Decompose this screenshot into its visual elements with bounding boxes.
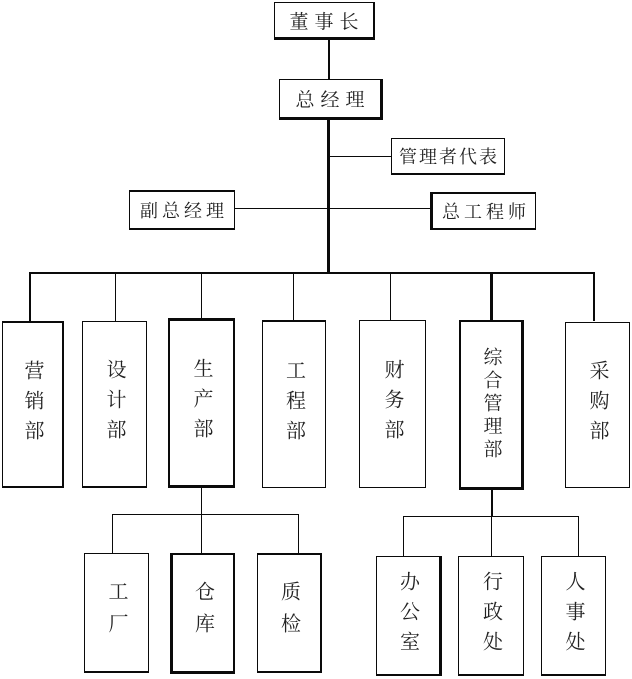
node-administration-office-label: 行政处 bbox=[479, 570, 502, 661]
node-factory-label: 工厂 bbox=[105, 580, 127, 645]
node-warehouse bbox=[170, 553, 235, 674]
node-deputy-general-manager-label: 副总经理 bbox=[140, 201, 228, 221]
connector-chairman-gm bbox=[328, 40, 330, 79]
node-general-management-dept-label: 综合管理部 bbox=[480, 347, 502, 462]
connector-deputy-chiefeng bbox=[235, 208, 430, 209]
node-design-dept-label: 设计部 bbox=[103, 359, 125, 449]
drop-qc bbox=[298, 514, 299, 553]
drop-personnel bbox=[578, 516, 579, 556]
node-production-dept bbox=[168, 318, 235, 488]
drop-marketing bbox=[29, 274, 31, 321]
node-purchasing-dept bbox=[565, 322, 630, 488]
drop-admin bbox=[491, 517, 492, 556]
node-quality-inspection bbox=[257, 553, 322, 673]
node-design-dept bbox=[82, 321, 147, 488]
node-administration-office bbox=[458, 556, 524, 676]
node-personnel-office-label: 人事处 bbox=[562, 570, 584, 661]
node-chief-engineer bbox=[430, 192, 536, 230]
drop-production bbox=[201, 274, 202, 320]
drop-finance bbox=[390, 274, 391, 321]
node-quality-inspection-label: 质检 bbox=[277, 581, 300, 645]
connector-to-mgmt-rep bbox=[330, 156, 391, 157]
drop-purchasing bbox=[593, 274, 595, 321]
node-general-manager-label: 总经理 bbox=[295, 90, 371, 111]
node-general-manager bbox=[279, 79, 383, 120]
node-deputy-general-manager bbox=[129, 190, 235, 230]
connector-production-bus bbox=[112, 514, 299, 515]
connector-dept-bus bbox=[29, 272, 595, 274]
node-marketing-dept-label: 营销部 bbox=[21, 359, 43, 450]
drop-engineering bbox=[293, 274, 294, 321]
node-finance-dept-label: 财务部 bbox=[381, 359, 403, 449]
node-personnel-office bbox=[541, 556, 606, 676]
drop-production-down bbox=[201, 488, 202, 553]
drop-factory bbox=[112, 514, 113, 553]
node-office-label: 办公室 bbox=[396, 570, 419, 661]
node-warehouse-label: 仓库 bbox=[191, 581, 214, 645]
node-management-representative bbox=[391, 138, 505, 175]
node-factory bbox=[84, 553, 149, 673]
drop-design bbox=[115, 274, 116, 321]
node-finance-dept bbox=[359, 320, 426, 488]
node-management-representative-label: 管理者代表 bbox=[399, 147, 499, 167]
node-engineering-dept bbox=[262, 320, 326, 488]
drop-office bbox=[403, 516, 404, 556]
drop-comprehensive-down bbox=[491, 490, 493, 516]
node-engineering-dept-label: 工程部 bbox=[282, 359, 305, 450]
connector-trunk bbox=[327, 120, 330, 273]
node-chairman-label: 董事长 bbox=[289, 11, 365, 33]
node-marketing-dept bbox=[2, 321, 64, 488]
node-office bbox=[376, 556, 442, 676]
node-production-dept-label: 生产部 bbox=[190, 358, 212, 448]
node-chief-engineer-label: 总工程师 bbox=[442, 202, 530, 222]
node-general-management-dept bbox=[459, 320, 524, 490]
node-purchasing-dept-label: 采购部 bbox=[586, 360, 608, 450]
drop-comprehensive bbox=[490, 274, 493, 320]
node-chairman bbox=[274, 2, 375, 40]
